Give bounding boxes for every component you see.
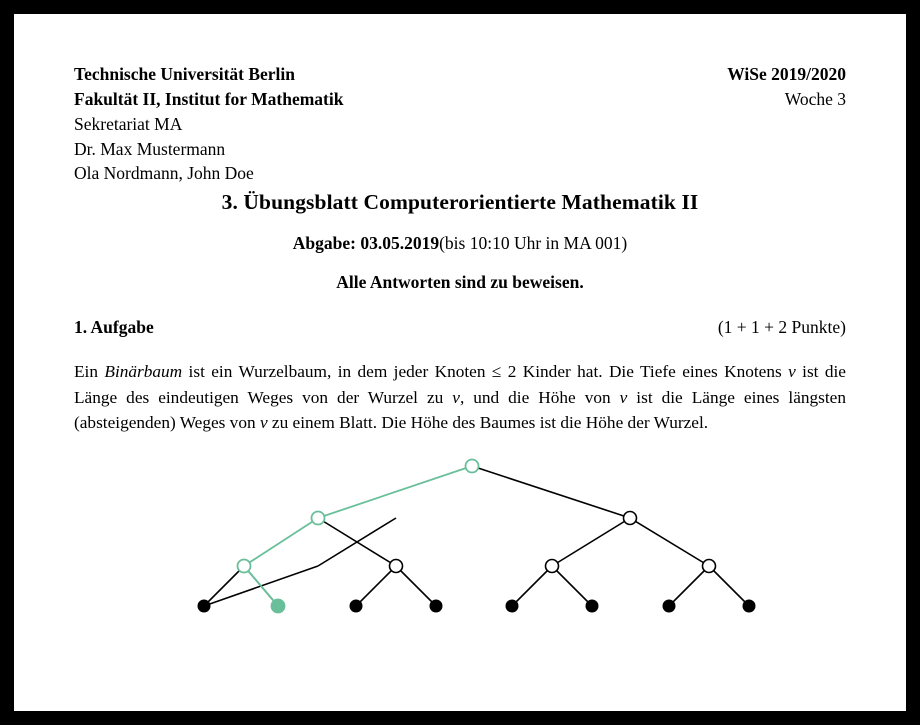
binary-tree-figure [74,456,846,646]
paragraph-part-5: ist die Länge eines längsten (absteigenden) Weges von [74,387,846,433]
week-label: Woche 3 [784,88,846,109]
paragraph-part-6: zu einem Blatt. Die Höhe des Baumes ist die Höhe der Wurzel. [267,413,709,433]
semester-label: WiSe 2019/2020 [727,64,846,84]
submission-line [74,233,846,254]
paragraph-part-2: ist ein Wurzelbaum, in dem jeder Knoten ≤ 2 Kinder hat. Die Tiefe eines Knotens [182,362,789,381]
exercise-points: (1 + 1 + 2 Punkte) [717,317,846,337]
faculty-name: Fakultät II, Institut for Mathematik [74,88,344,109]
header-left-block [74,62,343,186]
paragraph-part-4: , und die Höhe von [459,387,620,407]
header-right-block [727,62,846,112]
variable-v-3: v [619,387,628,407]
tree-highlighted-nodes [238,459,479,612]
variable-v-1: v [788,362,796,381]
paragraph-part-3: ist die Länge des eindeutigen Weges von der Wurzel zu [74,362,846,407]
page-title: 3. Übungsblatt Computerorientierte Mathematik II [221,190,699,214]
assistants-names: Ola Nordmann, John Doe [74,163,254,184]
variable-v-2: v [452,387,460,407]
secretariat: Sekretariat MA [74,113,183,134]
lecturer-name: Dr. Max Mustermann [74,138,226,159]
binary-tree-diagram [74,456,846,646]
submission-detail: (bis 10:10 Uhr in MA 001) [439,233,628,253]
tree-edges-black [204,466,749,606]
paragraph-part-1: Ein [74,362,105,381]
document-header [74,62,846,184]
university-name: Technische Universität Berlin [74,64,296,84]
exercise-label: 1. Aufgabe [74,317,154,337]
submission-deadline: Abgabe: 03.05.2019 [292,233,440,253]
term-binaerbaum: Binärbaum [104,362,183,381]
tree-edges-highlighted [244,466,472,606]
document-page [14,14,906,711]
exercise-header [74,317,846,339]
exercise-paragraph [74,359,846,436]
tree-internal-nodes [390,511,716,572]
proof-notice: Alle Antworten sind zu beweisen. [336,272,584,292]
document-content [14,14,906,646]
variable-v-4: v [259,413,268,433]
